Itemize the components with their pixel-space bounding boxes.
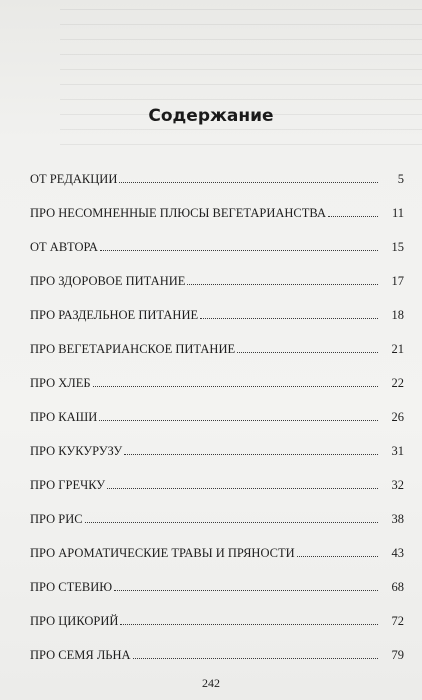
toc-entry (30, 492, 404, 526)
dot-leader (107, 488, 378, 489)
toc-entry (30, 458, 404, 492)
dot-leader (120, 624, 378, 625)
dot-leader (237, 352, 378, 353)
dot-leader (328, 216, 378, 217)
toc-entry (30, 186, 404, 220)
toc-entry-page: 15 (391, 240, 404, 254)
toc-entry-label: ПРО ЗДОРОВОЕ ПИТАНИЕ (30, 274, 186, 288)
toc-entry-page: 68 (391, 580, 404, 594)
toc-entry (30, 628, 404, 662)
toc-entry (30, 322, 404, 356)
dot-leader (114, 590, 378, 591)
toc-entry (30, 526, 404, 560)
toc-entry-label: ПРО КУКУРУЗУ (30, 444, 123, 458)
table-of-contents (30, 152, 404, 662)
toc-entry (30, 594, 404, 628)
page-number: 242 (202, 676, 220, 690)
toc-entry (30, 560, 404, 594)
toc-entry-page: 43 (391, 546, 404, 560)
toc-entry-label: ПРО ГРЕЧКУ (30, 478, 106, 492)
dot-leader (85, 522, 378, 523)
toc-entry-label: ПРО ЦИКОРИЙ (30, 614, 119, 628)
toc-entry-page: 21 (391, 342, 404, 356)
toc-entry-page: 72 (391, 614, 404, 628)
dot-leader (99, 420, 378, 421)
toc-entry-label: ПРО НЕСОМНЕННЫЕ ПЛЮСЫ ВЕГЕТАРИАНСТВА (30, 206, 326, 220)
toc-entry-page: 26 (391, 410, 404, 424)
dot-leader (200, 318, 378, 319)
toc-entry-label: ПРО СТЕВИЮ (30, 580, 113, 594)
toc-entry-label: ПРО СЕМЯ ЛЬНА (30, 648, 131, 662)
dot-leader (100, 250, 378, 251)
toc-entry-label: ПРО КАШИ (30, 410, 98, 424)
toc-entry (30, 390, 404, 424)
toc-entry-page: 79 (391, 648, 404, 662)
toc-entry-label: ПРО АРОМАТИЧЕСКИЕ ТРАВЫ И ПРЯНОСТИ (30, 546, 295, 560)
dot-leader (133, 658, 378, 659)
toc-entry (30, 220, 404, 254)
toc-entry (30, 254, 404, 288)
toc-entry (30, 152, 404, 186)
page-title: Содержание (148, 106, 274, 126)
toc-entry-page: 32 (391, 478, 404, 492)
toc-entry-label: ПРО ВЕГЕТАРИАНСКОЕ ПИТАНИЕ (30, 342, 236, 356)
toc-entry (30, 424, 404, 458)
toc-entry-label: ПРО РАЗДЕЛЬНОЕ ПИТАНИЕ (30, 308, 199, 322)
dot-leader (297, 556, 378, 557)
toc-entry-page: 18 (391, 308, 404, 322)
toc-entry-page: 22 (391, 376, 404, 390)
dot-leader (124, 454, 378, 455)
toc-entry-label: ПРО ХЛЕБ (30, 376, 91, 390)
dot-leader (119, 182, 378, 183)
toc-entry-page: 38 (391, 512, 404, 526)
toc-entry-label: ОТ АВТОРА (30, 240, 98, 254)
toc-entry-page: 17 (391, 274, 404, 288)
toc-entry-label: ПРО РИС (30, 512, 83, 526)
toc-entry-page: 31 (391, 444, 404, 458)
toc-entry-label: ОТ РЕДАКЦИИ (30, 172, 118, 186)
dot-leader (187, 284, 378, 285)
toc-entry-page: 5 (397, 172, 404, 186)
toc-entry (30, 288, 404, 322)
toc-entry (30, 356, 404, 390)
show-through-text (60, 0, 422, 150)
toc-entry-page: 11 (391, 206, 404, 220)
dot-leader (93, 386, 378, 387)
